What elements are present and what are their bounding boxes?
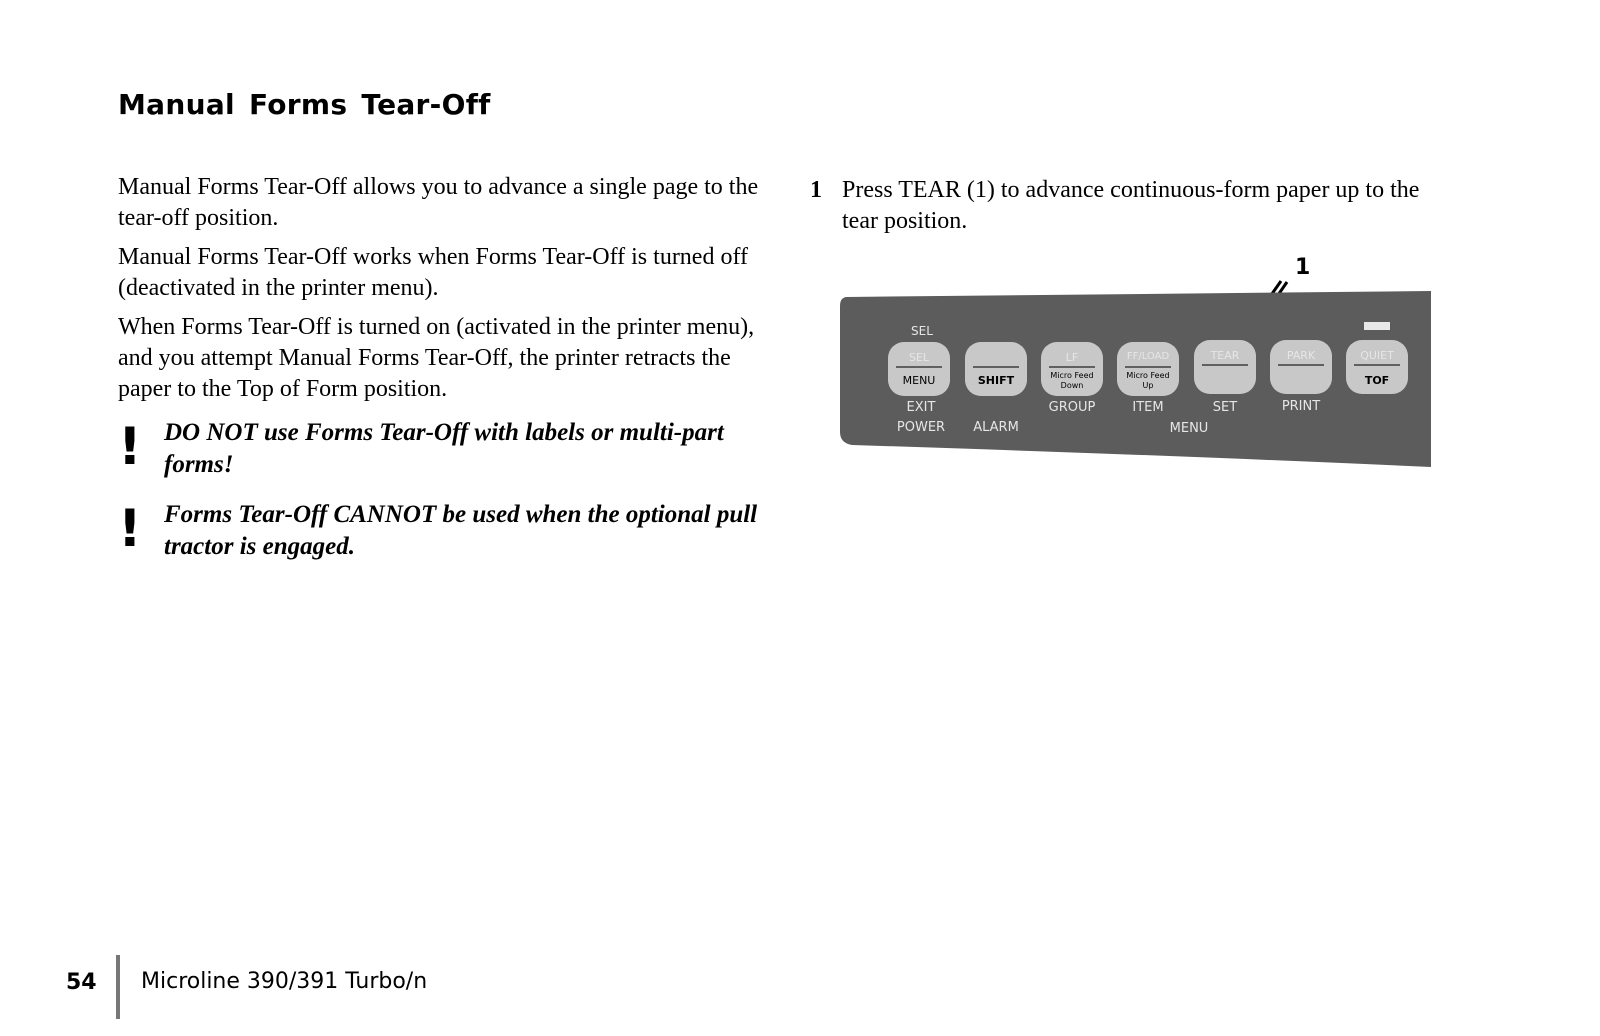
paragraph: Manual Forms Tear-Off works when Forms Tear-Off is turned off (deactivated in the printer menu).: [118, 244, 749, 301]
button-bottom-label: Micro Feed: [1050, 371, 1094, 380]
button-top-label: TEAR: [1210, 349, 1240, 362]
control-panel-svg: [838, 250, 1438, 475]
button-bottom-label: TOF: [1364, 374, 1390, 387]
button-tear[interactable]: [1194, 340, 1256, 394]
button-top-label: FF/LOAD: [1126, 351, 1170, 362]
button-shift[interactable]: [965, 342, 1027, 396]
button-function-label: POWER: [896, 420, 946, 435]
button-park[interactable]: [1270, 340, 1332, 394]
button-function-label: ITEM: [1132, 400, 1164, 415]
page-footer: [66, 955, 566, 1019]
button-function-label: EXIT: [906, 400, 936, 415]
step-text: Press TEAR (1) to advance continuous-form paper up to the tear position.: [842, 177, 1420, 234]
page-heading: Manual Forms Tear-Off: [118, 88, 491, 121]
button-bottom-label: SHIFT: [977, 374, 1015, 387]
callout-number: 1: [1295, 255, 1311, 280]
button-function-label: SET: [1212, 400, 1238, 415]
menu-group-label: MENU: [1169, 421, 1209, 436]
quiet-indicator-light: [1364, 322, 1390, 330]
exclamation-icon: !: [118, 499, 142, 559]
button-top-label: LF: [1065, 351, 1079, 364]
button-bottom-label: MENU: [902, 374, 936, 387]
button-sel-menu[interactable]: [888, 342, 950, 396]
button-top-label: SEL: [908, 351, 930, 364]
button-function-label: GROUP: [1048, 400, 1096, 415]
warning-note: [118, 499, 768, 563]
button-lf[interactable]: [1041, 342, 1103, 396]
warning-note: [118, 417, 768, 481]
step-number: 1: [810, 177, 822, 203]
button-top-label: QUIET: [1360, 349, 1394, 362]
button-function-label: PRINT: [1281, 399, 1321, 414]
paragraph: Manual Forms Tear-Off allows you to advance a single page to the tear-off position.: [118, 174, 759, 231]
button-bottom-label: Down: [1060, 381, 1084, 390]
paragraph: When Forms Tear-Off is turned on (activated in the printer menu), and you attempt Manual Forms Tear-Off, the printer retracts the paper to the Top of Form position.: [118, 314, 755, 402]
sel-indicator-label: SEL: [911, 324, 933, 338]
footer-title: Microline 390/391 Turbo/n: [141, 969, 428, 994]
warning-text: Forms Tear-Off CANNOT be used when the optional pull tractor is engaged.: [164, 501, 758, 560]
left-column: [118, 172, 768, 581]
page-number: 54: [66, 970, 97, 995]
exclamation-icon: !: [118, 417, 142, 477]
warning-text: DO NOT use Forms Tear-Off with labels or multi-part forms!: [164, 419, 724, 478]
button-function-label: ALARM: [973, 420, 1019, 435]
footer-divider: [116, 955, 120, 1019]
button-top-label: PARK: [1286, 349, 1316, 362]
button-quiet-tof[interactable]: [1346, 340, 1408, 394]
control-panel-illustration: [838, 250, 1438, 475]
button-bottom-label: Micro Feed: [1126, 371, 1170, 380]
button-bottom-label: Up: [1142, 381, 1154, 390]
button-ff-load[interactable]: [1117, 342, 1179, 396]
step-item: [810, 175, 1460, 237]
